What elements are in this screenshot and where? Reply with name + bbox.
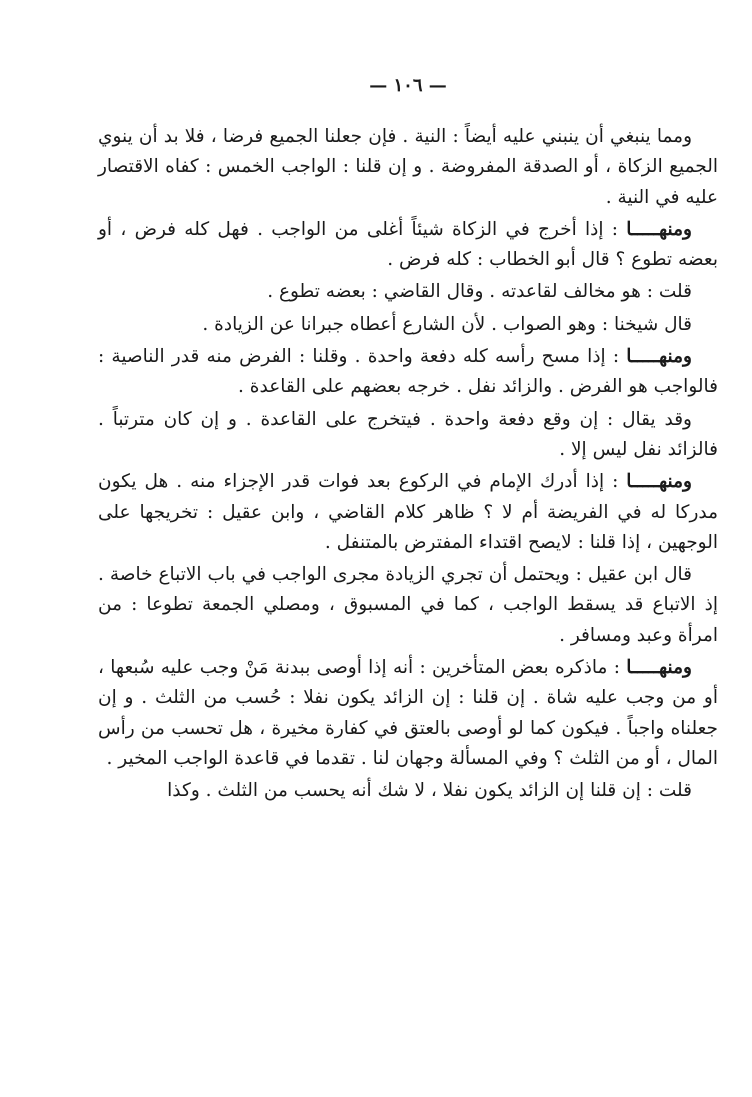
- paragraph-text: قال ابن عقيل : ويحتمل أن تجري الزيادة مجرى الواجب في باب الاتباع خاصة . إذ الاتباع قد يسقط الواجب ، كما في المسبوق ، ومصلي الجمعة تطوعا : من امرأة وعبد ومسافر .: [98, 564, 718, 646]
- paragraph-text: قلت : إن قلنا إن الزائد يكون نفلا ، لا شك أنه يحسب من الثلث . وكذا: [167, 780, 692, 802]
- page-number: — ١٠٦ —: [369, 75, 447, 96]
- paragraph-8: [98, 560, 718, 651]
- paragraph-text: وقد يقال : إن وقع دفعة واحدة . فيتخرج على القاعدة . و إن كان مترتباً . فالزائد نفل ليس إلا .: [98, 408, 718, 460]
- paragraph-text: : إذا مسح رأسه كله دفعة واحدة . وقلنا : الفرض منه قدر الناصية : فالواجب هو الفرض . والزائد نفل . خرجه بعضهم على القاعدة .: [98, 346, 718, 398]
- paragraph-text: قال شيخنا : وهو الصواب . لأن الشارع أعطاه جبرانا عن الزيادة .: [202, 313, 692, 335]
- paragraph-lead: ومنهـــــا: [626, 657, 692, 679]
- paragraph-lead: ومنهـــــا: [626, 346, 692, 368]
- paragraph-text: : ماذكره بعض المتأخرين : أنه إذا أوصى ببدنة مَنْ وجب عليه سُبعها ، أو من وجب عليه شاة . إن قلنا : إن الزائد يكون نفلا : حُسب من الثلث . و إن جعلناه واجباً . فيكون كما لو أوصى بالعتق في كفارة مخيرة ، هل تحسب من رأس المال ، أو من الثلث ؟ وفي المسألة وجهان لنا . تقدما في قاعدة الواجب المخير .: [98, 657, 718, 769]
- paragraph-text: : إذا أدرك الإمام في الركوع بعد فوات قدر الإجزاء منه . هل يكون مدركا له في الفريضة أم لا ؟ ظاهر كلام القاضي ، وابن عقيل : تخريجها على الوجهين ، إذا قلنا : لايصح اقتداء المفترض بالمتنفل .: [98, 471, 718, 553]
- paragraph-text: قلت : هو مخالف لقاعدته . وقال القاضي : بعضه تطوع .: [267, 281, 692, 303]
- paragraph-5: [98, 342, 718, 403]
- paragraph-4: [98, 310, 718, 340]
- paragraph-2: [98, 215, 718, 276]
- paragraph-7: [98, 467, 718, 558]
- paragraph-10: [98, 776, 718, 806]
- paragraph-9: [98, 653, 718, 774]
- paragraph-1: [98, 122, 718, 213]
- document-page: [98, 64, 718, 1074]
- paragraph-lead: ومنهـــــا: [626, 471, 692, 493]
- paragraph-3: [98, 277, 718, 307]
- paragraph-lead: ومنهـــــا: [626, 218, 692, 240]
- paragraph-text: ومما ينبغي أن ينبني عليه أيضاً : النية . فإن جعلنا الجميع فرضا ، فلا بد أن ينوي الجميع الزكاة ، أو الصدقة المفروضة . و إن قلنا : الواجب الخمس : كفاه الاقتصار عليه في النية .: [98, 126, 718, 208]
- paragraph-text: : إذا أخرج في الزكاة شيئاً أغلى من الواجب . فهل كله فرض ، أو بعضه تطوع ؟ قال أبو الخطاب : كله فرض .: [98, 218, 718, 271]
- paragraph-6: [98, 405, 718, 466]
